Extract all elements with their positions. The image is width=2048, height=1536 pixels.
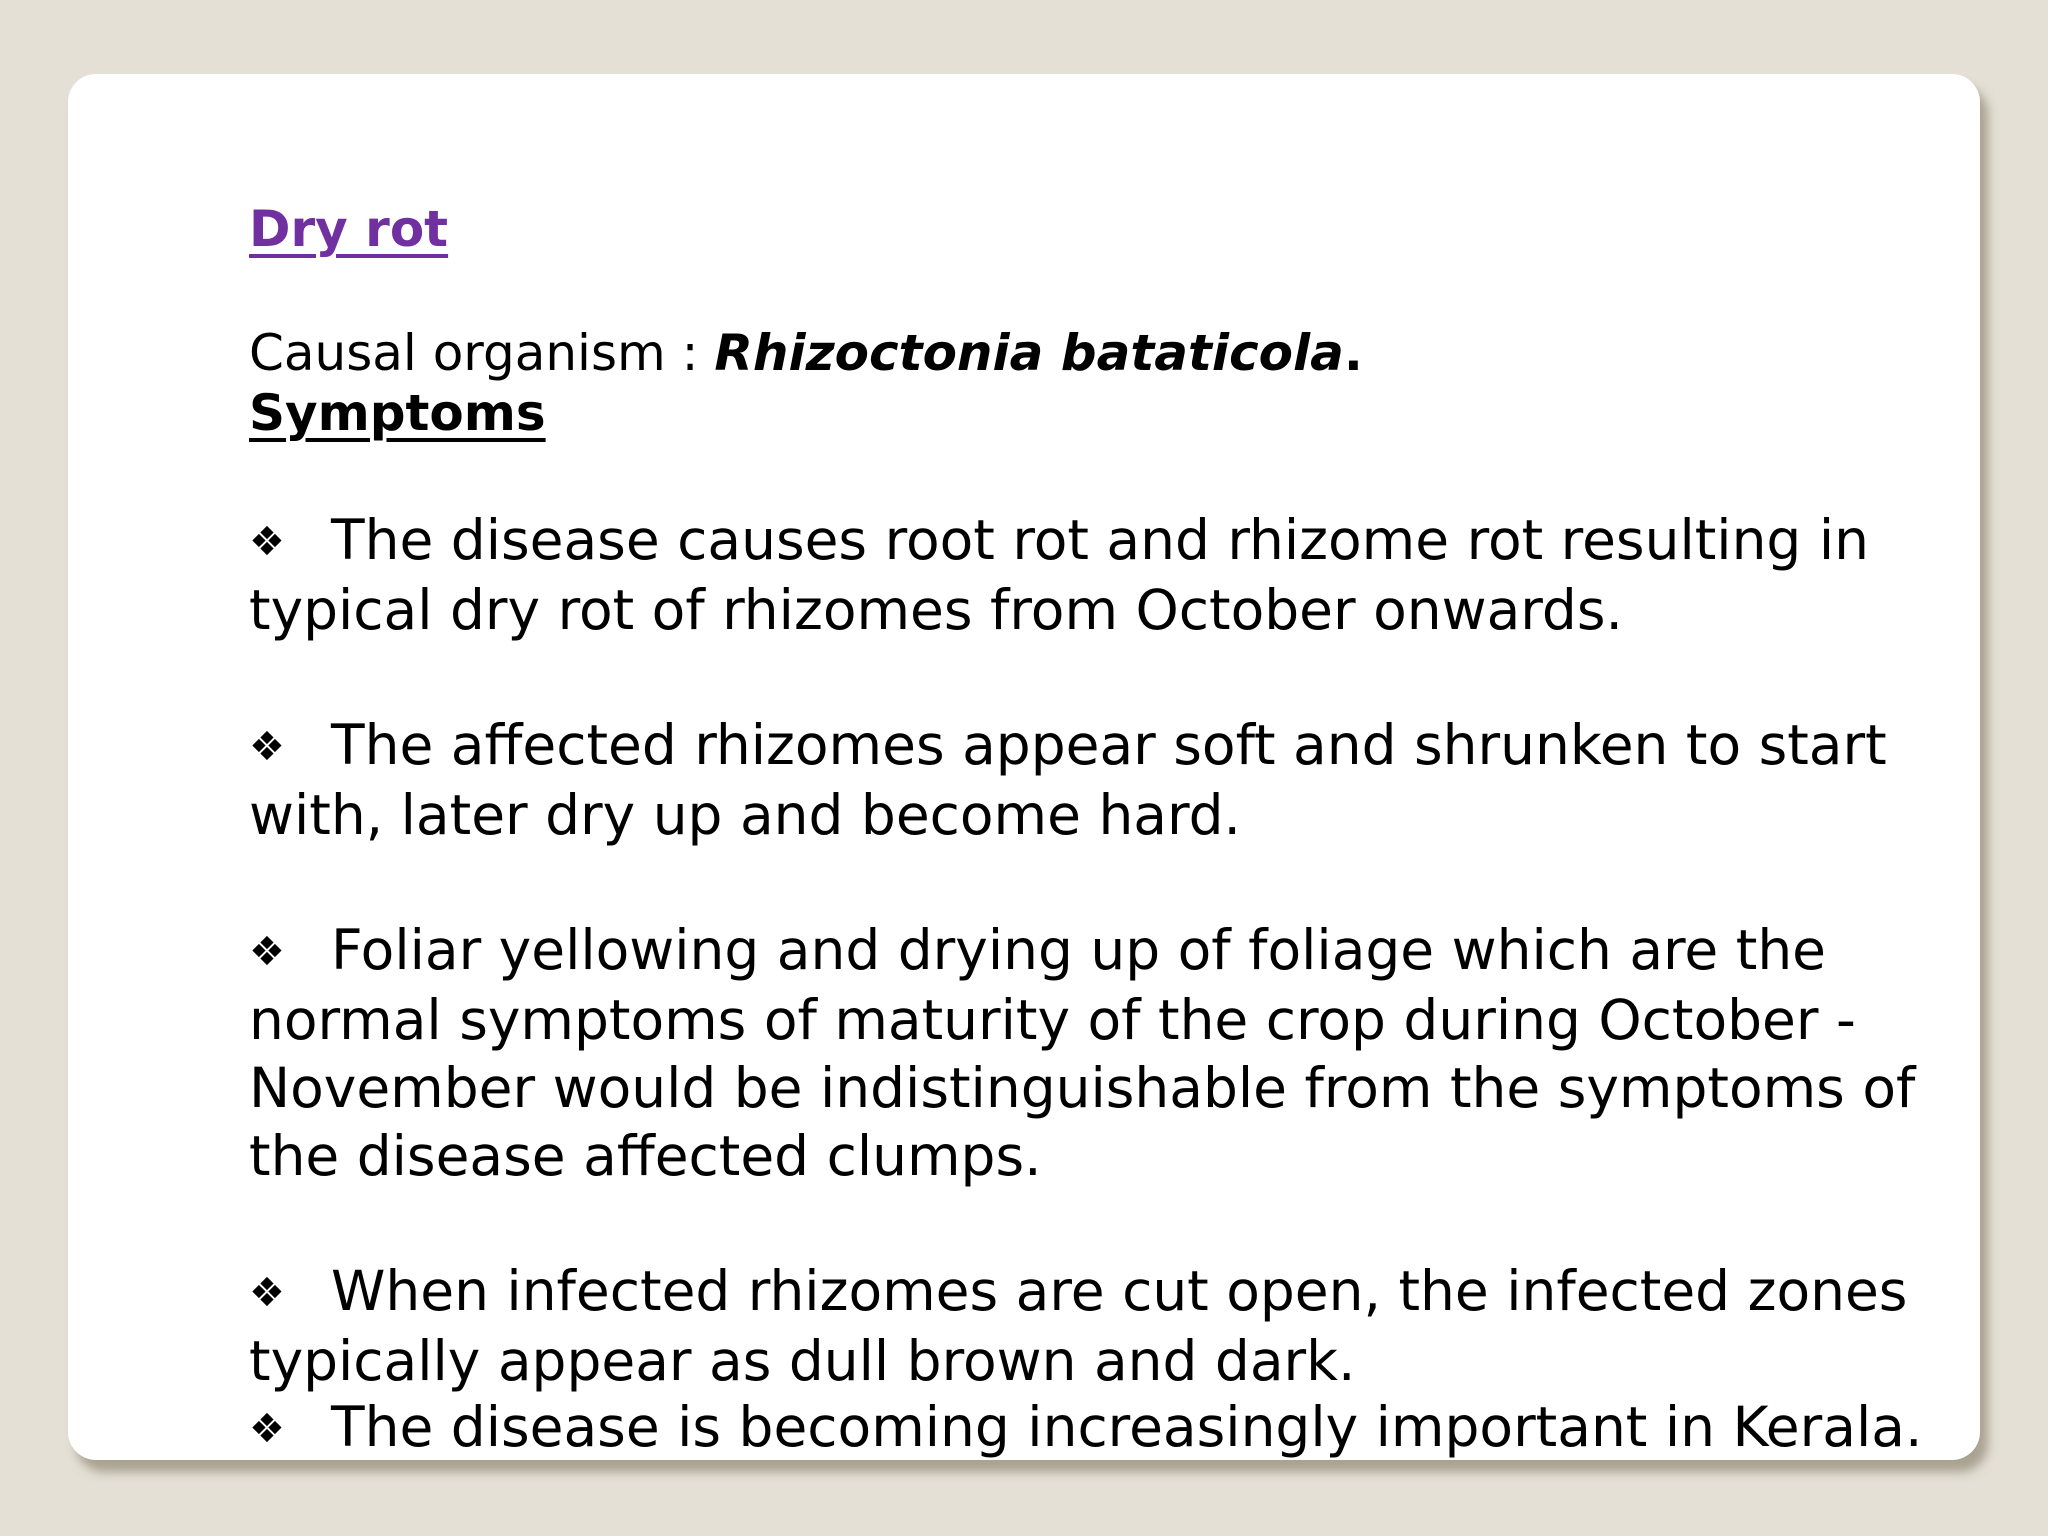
- causal-organism-label: Causal organism :: [249, 324, 715, 382]
- causal-organism-name: Rhizoctonia bataticola: [714, 324, 1344, 382]
- causal-organism-period: .: [1343, 324, 1363, 382]
- symptom-bullet-2: [249, 711, 1989, 849]
- symptom-text-3: Foliar yellowing and drying up of foliage which are the normal symptoms of maturity of the crop during October - November would be indistinguishable from the symptoms of the disease affected clumps.: [249, 918, 1916, 1188]
- symptom-text-2: The affected rhizomes appear soft and shrunken to start with, later dry up and become hard.: [249, 713, 1887, 847]
- symptom-text-1: The disease causes root rot and rhizome rot resulting in typical dry rot of rhizomes from October onwards.: [249, 508, 1869, 642]
- symptom-text-5: The disease is becoming increasingly important in Kerala.: [331, 1395, 1923, 1459]
- diamond-bullet-icon: ❖: [249, 1406, 285, 1452]
- diamond-bullet-icon: ❖: [249, 1270, 285, 1316]
- symptom-bullet-3: [249, 916, 1989, 1190]
- symptom-bullet-1: [249, 506, 1989, 644]
- symptoms-heading: Symptoms: [249, 384, 546, 442]
- symptom-text-4: When infected rhizomes are cut open, the infected zones typically appear as dull brown and dark.: [249, 1259, 1908, 1393]
- causal-organism-line: [249, 322, 1363, 384]
- symptom-bullet-4: [249, 1257, 1989, 1395]
- diamond-bullet-icon: ❖: [249, 724, 285, 770]
- diamond-bullet-icon: ❖: [249, 519, 285, 565]
- slide-title: Dry rot: [249, 200, 449, 258]
- slide-card: [68, 74, 1980, 1460]
- symptom-bullet-5: [249, 1393, 1989, 1463]
- diamond-bullet-icon: ❖: [249, 929, 285, 975]
